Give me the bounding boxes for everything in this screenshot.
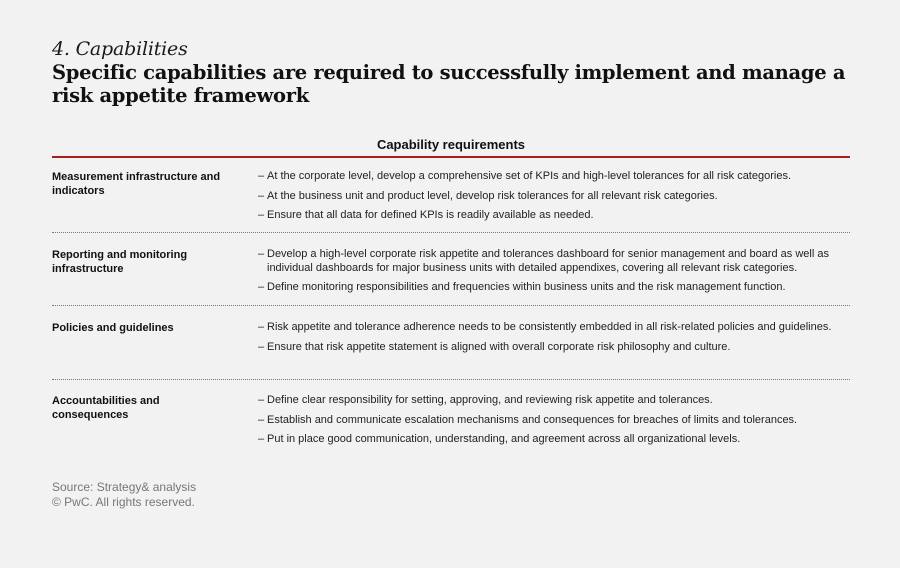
requirement-list [258, 321, 850, 360]
source-note [52, 480, 196, 510]
section-kicker: 4. Capabilities [52, 38, 188, 60]
requirement-list [258, 248, 850, 301]
row-label: Reporting and monitoring infrastructure [52, 249, 188, 275]
requirement-item: – Define clear responsibility for setting, approving, and reviewing risk appetite and tolerances. [258, 394, 713, 406]
row-label: Policies and guidelines [52, 322, 174, 334]
requirement-item: – At the business unit and product level, develop risk tolerances for all relevant risk categories. [258, 189, 718, 202]
source-line: Source: Strategy& analysis [52, 480, 197, 494]
row-divider [52, 305, 850, 306]
row-label: Measurement infrastructure and indicators [52, 171, 221, 197]
requirement-item: – Develop a high-level corporate risk appetite and tolerances dashboard for senior management and board as well as individual dashboards for major business units with detailed appendixes, covering all relevant risk categories. [258, 248, 829, 274]
copyright-line: © PwC. All rights reserved. [52, 495, 195, 509]
requirement-item: – Ensure that risk appetite statement is aligned with overall corporate risk philosophy and culture. [258, 340, 731, 353]
row-label: Accountabilities and consequences [52, 395, 160, 421]
requirement-item: – Risk appetite and tolerance adherence needs to be consistently embedded in all risk-related policies and guidelines. [258, 321, 832, 333]
requirement-item: – Ensure that all data for defined KPIs is readily available as needed. [258, 209, 594, 221]
requirement-list [258, 170, 850, 229]
table-header-rule [52, 156, 850, 158]
exhibit-headline: Specific capabilities are required to successfully implement and manage a risk appetite framework [52, 61, 846, 107]
table-title: Capability requirements [376, 137, 526, 152]
row-divider [52, 232, 850, 233]
requirement-list [258, 394, 850, 453]
requirement-item: – At the corporate level, develop a comprehensive set of KPIs and high-level tolerances for all risk categories. [258, 170, 791, 182]
requirement-item: – Put in place good communication, understanding, and agreement across all organizational levels. [258, 433, 741, 445]
row-divider [52, 379, 850, 380]
requirement-item: – Define monitoring responsibilities and frequencies within business units and the risk management function. [258, 281, 786, 293]
requirement-item: – Establish and communicate escalation mechanisms and consequences for breaches of limits and tolerances. [258, 413, 798, 426]
